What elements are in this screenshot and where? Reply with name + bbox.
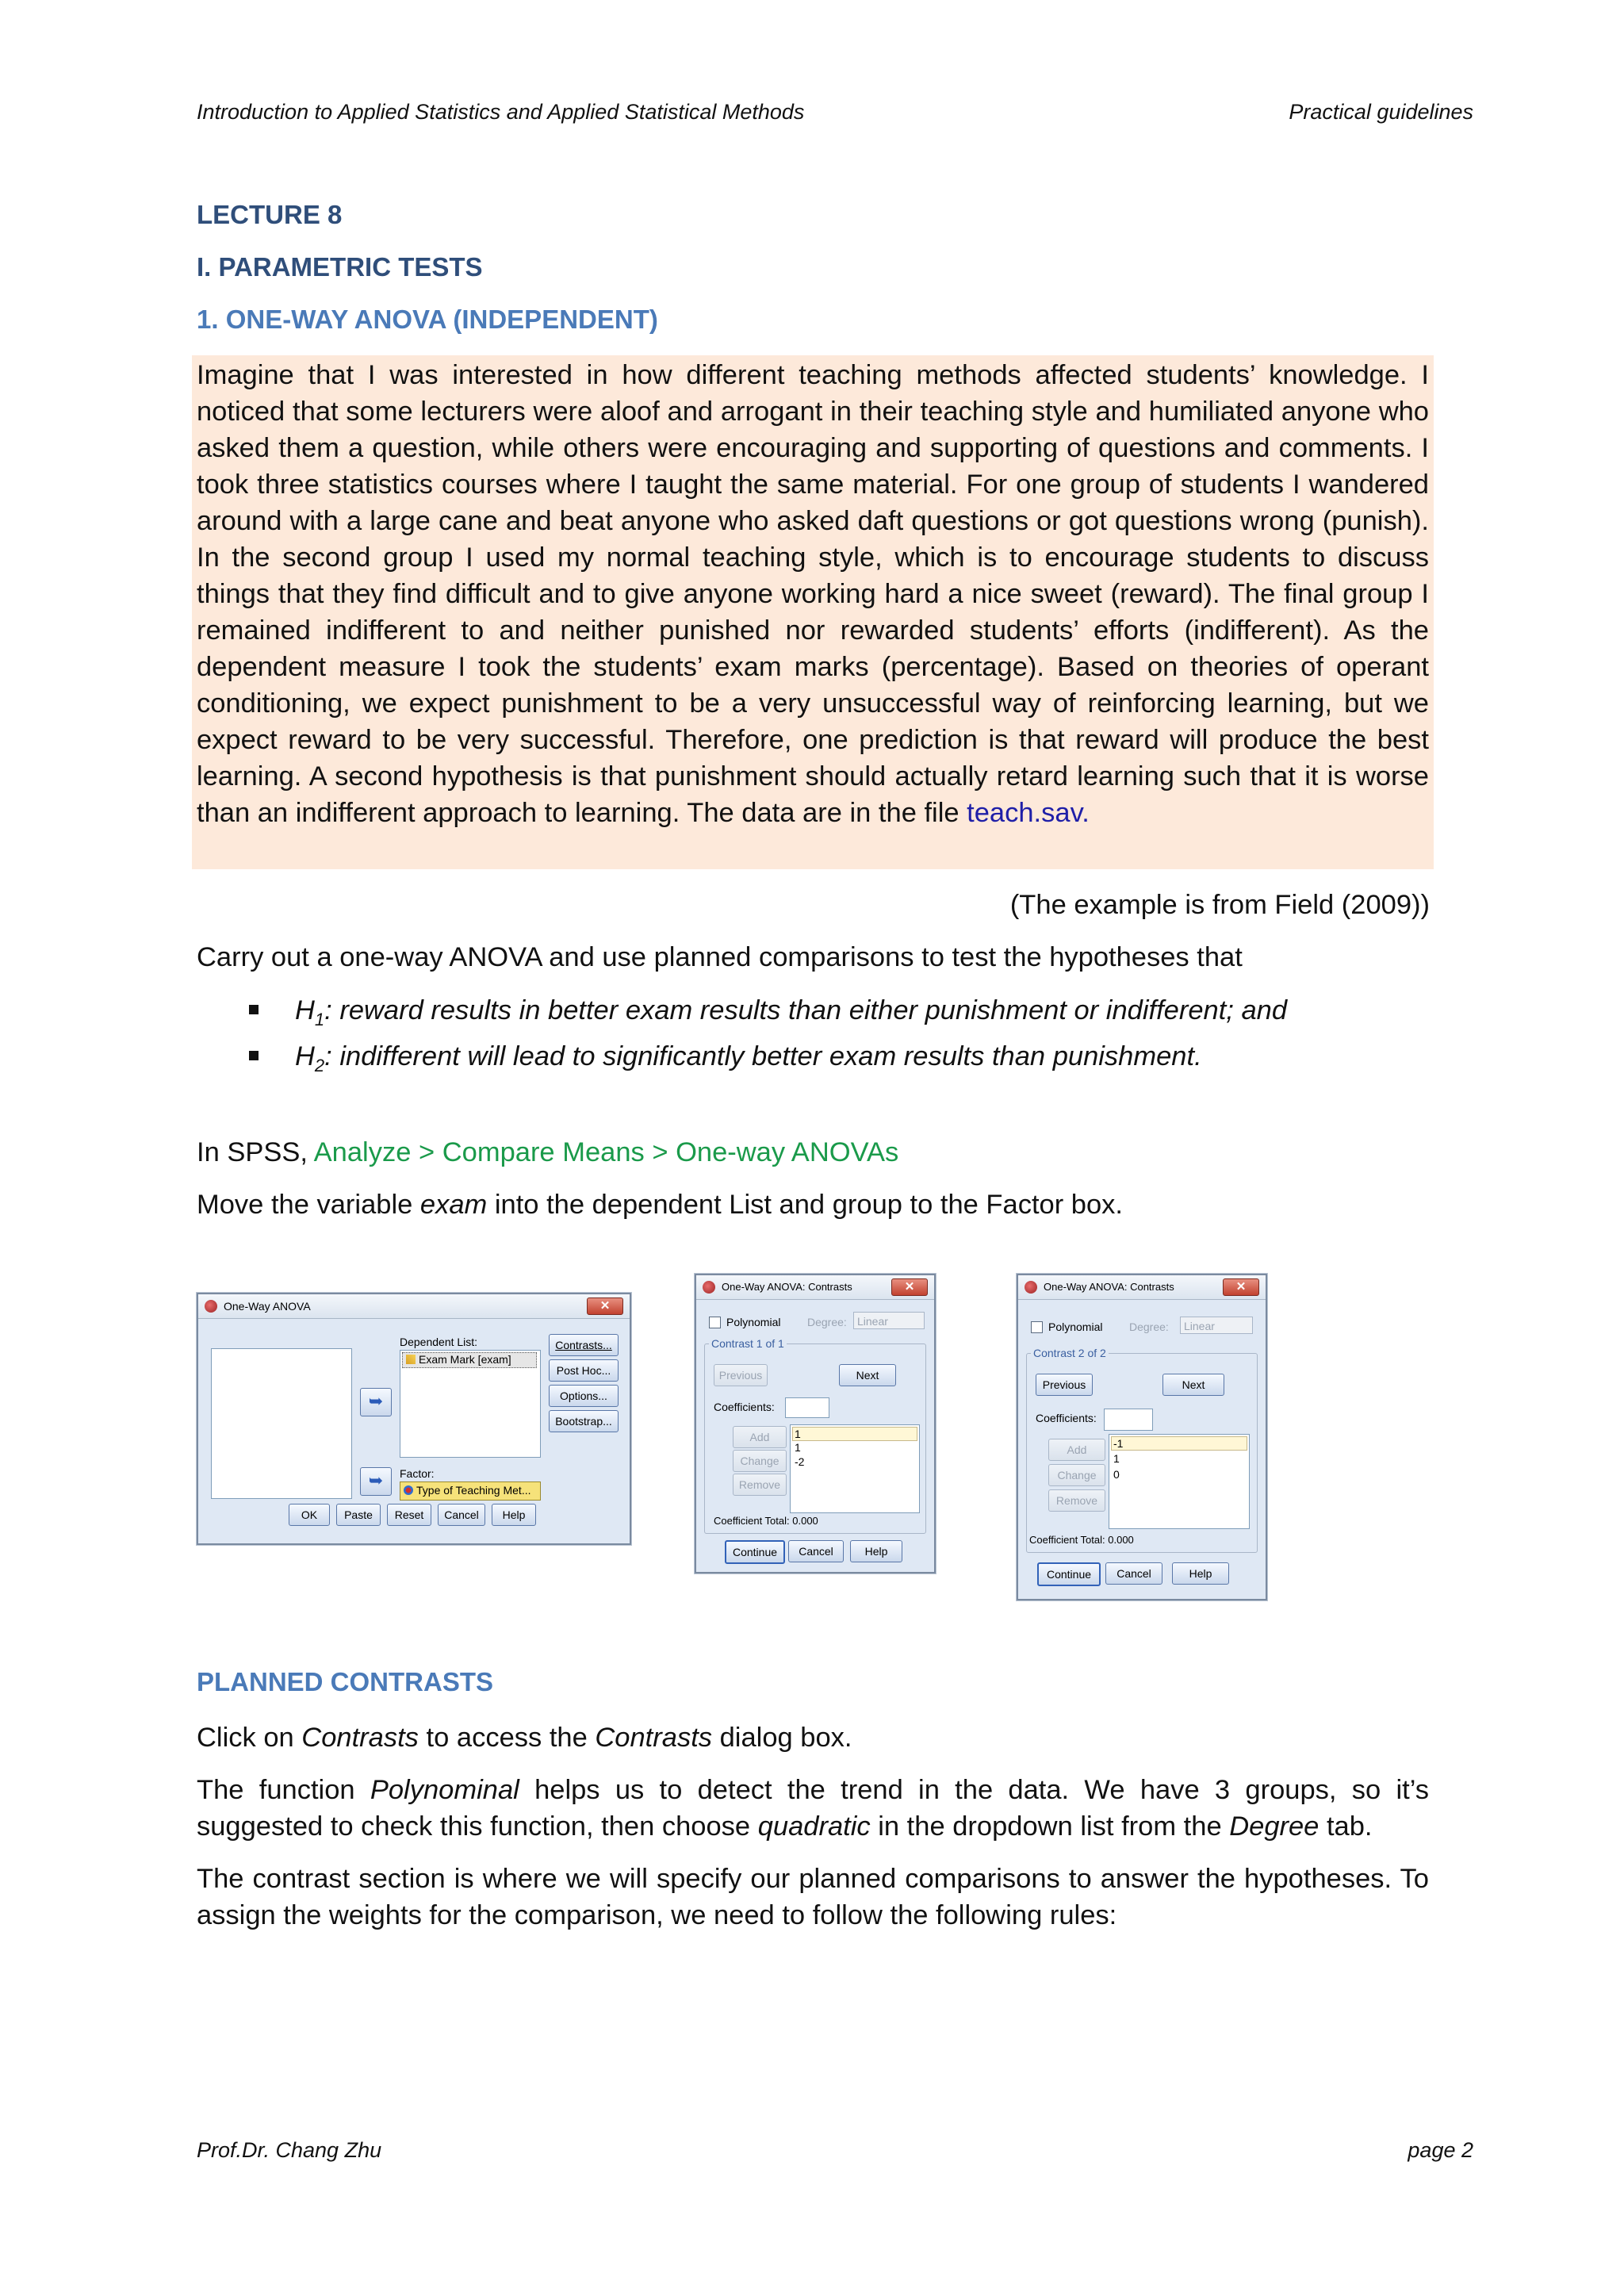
coefficient-item[interactable]: 1 bbox=[792, 1427, 917, 1441]
footer-page-number: page 2 bbox=[1408, 2138, 1473, 2162]
help-button[interactable]: Help bbox=[1172, 1562, 1229, 1585]
lecture-heading: LECTURE 8 bbox=[197, 200, 343, 229]
contrasts-dialog-2 bbox=[1017, 1274, 1267, 1600]
add-button[interactable]: Add bbox=[1048, 1439, 1105, 1461]
reset-button[interactable]: Reset bbox=[387, 1504, 431, 1526]
polynomial-paragraph: The function Polynominal helps us to detect the trend in the data. We have 3 groups, so it’s suggested to check this function, then choose quadratic in the dropdown list from the Degree tab. bbox=[197, 1775, 1430, 1842]
spss-menu-path: In SPSS, Analyze > Compare Means > One-way ANOVAs bbox=[197, 1137, 899, 1167]
factor-item: Type of Teaching Met... bbox=[404, 1484, 531, 1497]
bootstrap-button[interactable]: Bootstrap... bbox=[549, 1410, 619, 1432]
previous-button[interactable]: Previous bbox=[714, 1364, 768, 1386]
options-button[interactable]: Options... bbox=[549, 1385, 619, 1407]
spss-app-icon bbox=[205, 1300, 217, 1313]
footer-author: Prof.Dr. Chang Zhu bbox=[197, 2138, 382, 2162]
degree-label: Degree: bbox=[1129, 1320, 1169, 1333]
scenario-end: . bbox=[1082, 798, 1090, 828]
dialog-titlebar bbox=[1018, 1275, 1266, 1300]
subsection-heading: 1. ONE-WAY ANOVA (INDEPENDENT) bbox=[197, 305, 658, 334]
coefficients-input[interactable] bbox=[785, 1397, 829, 1418]
factor-label: Factor: bbox=[400, 1467, 435, 1480]
contrast-group-label: Contrast 1 of 1 bbox=[709, 1337, 787, 1350]
contrasts-dialog-1 bbox=[695, 1274, 936, 1573]
bullet-icon bbox=[249, 1005, 259, 1014]
running-header-right: Practical guidelines bbox=[1289, 100, 1473, 124]
close-icon[interactable]: ✕ bbox=[1223, 1278, 1259, 1296]
coefficient-item[interactable]: -2 bbox=[795, 1455, 805, 1468]
coefficient-item[interactable]: 1 bbox=[795, 1441, 801, 1454]
move-to-factor-arrow-icon[interactable]: ➥ bbox=[360, 1467, 392, 1496]
data-file-link[interactable]: teach.sav bbox=[967, 798, 1082, 828]
coefficient-total: Coefficient Total: 0.000 bbox=[714, 1515, 818, 1527]
degree-label: Degree: bbox=[807, 1316, 847, 1328]
cancel-button[interactable]: Cancel bbox=[1105, 1562, 1162, 1585]
polynomial-checkbox[interactable] bbox=[1031, 1321, 1043, 1333]
help-button[interactable]: Help bbox=[850, 1540, 902, 1562]
polynomial-label: Polynomial bbox=[726, 1316, 781, 1328]
close-icon[interactable]: ✕ bbox=[891, 1278, 928, 1296]
section-heading: I. PARAMETRIC TESTS bbox=[197, 252, 483, 282]
degree-dropdown[interactable]: Linear bbox=[1180, 1317, 1253, 1334]
contrast-rules-paragraph: The contrast section is where we will specify our planned comparisons to answer the hypotheses. To assign the weights for the comparison, we need to follow the following rules: bbox=[197, 1864, 1429, 1930]
menu-path: Analyze > Compare Means > One-way ANOVAs bbox=[313, 1137, 899, 1167]
dialog-title: One-Way ANOVA bbox=[224, 1300, 311, 1313]
close-icon[interactable]: ✕ bbox=[587, 1297, 623, 1315]
coefficients-input[interactable] bbox=[1104, 1409, 1153, 1431]
variable-source-list[interactable] bbox=[211, 1348, 352, 1499]
scenario-paragraph bbox=[197, 357, 1429, 831]
one-way-anova-dialog bbox=[197, 1293, 631, 1545]
remove-button[interactable]: Remove bbox=[1048, 1489, 1105, 1512]
move-variable-instruction: Move the variable exam into the dependent List and group to the Factor box. bbox=[197, 1190, 1124, 1220]
coefficient-item[interactable]: 1 bbox=[1113, 1452, 1120, 1465]
next-button[interactable]: Next bbox=[1162, 1374, 1224, 1396]
degree-dropdown[interactable]: Linear bbox=[853, 1312, 925, 1329]
paste-button[interactable]: Paste bbox=[336, 1504, 381, 1526]
coefficient-item[interactable]: 0 bbox=[1113, 1468, 1120, 1481]
dialog-title: One-Way ANOVA: Contrasts bbox=[1044, 1281, 1174, 1293]
spss-app-icon bbox=[1025, 1281, 1037, 1294]
hypothesis-item: $H_1$: reward results in better exam results than either punishment or indifferent; and bbox=[197, 992, 1434, 1038]
continue-button[interactable]: Continue bbox=[725, 1540, 785, 1564]
hypotheses-list bbox=[197, 992, 1434, 1084]
coefficient-total: Coefficient Total: 0.000 bbox=[1029, 1534, 1134, 1546]
coefficient-item[interactable]: -1 bbox=[1111, 1436, 1247, 1451]
coefficients-label: Coefficients: bbox=[714, 1401, 775, 1413]
change-button[interactable]: Change bbox=[1048, 1464, 1105, 1486]
cancel-button[interactable]: Cancel bbox=[438, 1504, 485, 1526]
coefficients-list[interactable] bbox=[790, 1424, 920, 1513]
contrast-group-label: Contrast 2 of 2 bbox=[1031, 1347, 1109, 1359]
dialog-titlebar bbox=[696, 1275, 934, 1300]
dependent-list-label: Dependent List: bbox=[400, 1336, 478, 1348]
running-header-left: Introduction to Applied Statistics and Applied Statistical Methods bbox=[197, 100, 805, 124]
add-button[interactable]: Add bbox=[733, 1426, 787, 1448]
polynomial-checkbox[interactable] bbox=[709, 1317, 721, 1328]
dialog-titlebar bbox=[198, 1294, 630, 1319]
remove-button[interactable]: Remove bbox=[733, 1474, 787, 1496]
polynomial-label: Polynomial bbox=[1048, 1320, 1103, 1333]
previous-button[interactable]: Previous bbox=[1036, 1374, 1093, 1396]
coefficients-label: Coefficients: bbox=[1036, 1412, 1097, 1424]
hypothesis-item: $H_2$: indifferent will lead to significantly better exam results than punishment. bbox=[197, 1038, 1434, 1084]
ok-button[interactable]: OK bbox=[289, 1504, 330, 1526]
dependent-item[interactable]: Exam Mark [exam] bbox=[402, 1352, 537, 1368]
move-to-dependent-arrow-icon[interactable]: ➥ bbox=[360, 1388, 392, 1416]
next-button[interactable]: Next bbox=[839, 1364, 896, 1386]
contrasts-button[interactable]: Contrasts... bbox=[549, 1334, 619, 1356]
cancel-button[interactable]: Cancel bbox=[788, 1540, 844, 1562]
source-citation: (The example is from Field (2009)) bbox=[1009, 890, 1430, 920]
dependent-list[interactable] bbox=[400, 1350, 541, 1458]
change-button[interactable]: Change bbox=[733, 1450, 787, 1472]
nominal-variable-icon bbox=[404, 1485, 413, 1495]
spss-app-icon bbox=[703, 1281, 715, 1294]
help-button[interactable]: Help bbox=[492, 1504, 536, 1526]
scale-variable-icon bbox=[406, 1355, 416, 1364]
contrasts-instruction: Click on Contrasts to access the Contrasts dialog box. bbox=[197, 1723, 852, 1753]
planned-contrasts-heading: PLANNED CONTRASTS bbox=[197, 1667, 494, 1696]
post-hoc-button[interactable]: Post Hoc... bbox=[549, 1359, 619, 1382]
dialog-title: One-Way ANOVA: Contrasts bbox=[722, 1281, 852, 1293]
bullet-icon bbox=[249, 1051, 259, 1060]
scenario-text: Imagine that I was interested in how different teaching methods affected students’ knowledge. I noticed that some lecturers were aloof and arrogant in their teaching style and humiliated anyone who asked them a question, while others were encouraging and supporting of questions and comments. I took three statistics courses where I taught the same material. For one group of students I wandered around with a large cane and beat anyone who asked daft questions or got questions wrong (punish). In the second group I used my normal teaching style, which is to encourage students to discuss things that they find difficult and to give anyone working hard a nice sweet (reward). The final group I remained indifferent to and neither punished nor rewarded students’ efforts (indifferent). As the dependent measure I took the students’ exam marks (percentage). Based on theories of operant conditioning, we expect punishment to be a very unsuccessful way of reinforcing learning, but we expect reward to be very successful. Therefore, one prediction is that reward will produce the best learning. A second hypothesis is that punishment should actually retard learning such that it is worse than an indifferent approach to learning. The data are in the file bbox=[197, 360, 1429, 828]
continue-button[interactable]: Continue bbox=[1037, 1562, 1101, 1586]
coefficients-list[interactable] bbox=[1109, 1434, 1250, 1529]
factor-field[interactable] bbox=[400, 1481, 541, 1501]
task-statement: Carry out a one-way ANOVA and use planned comparisons to test the hypotheses that bbox=[197, 942, 1243, 972]
